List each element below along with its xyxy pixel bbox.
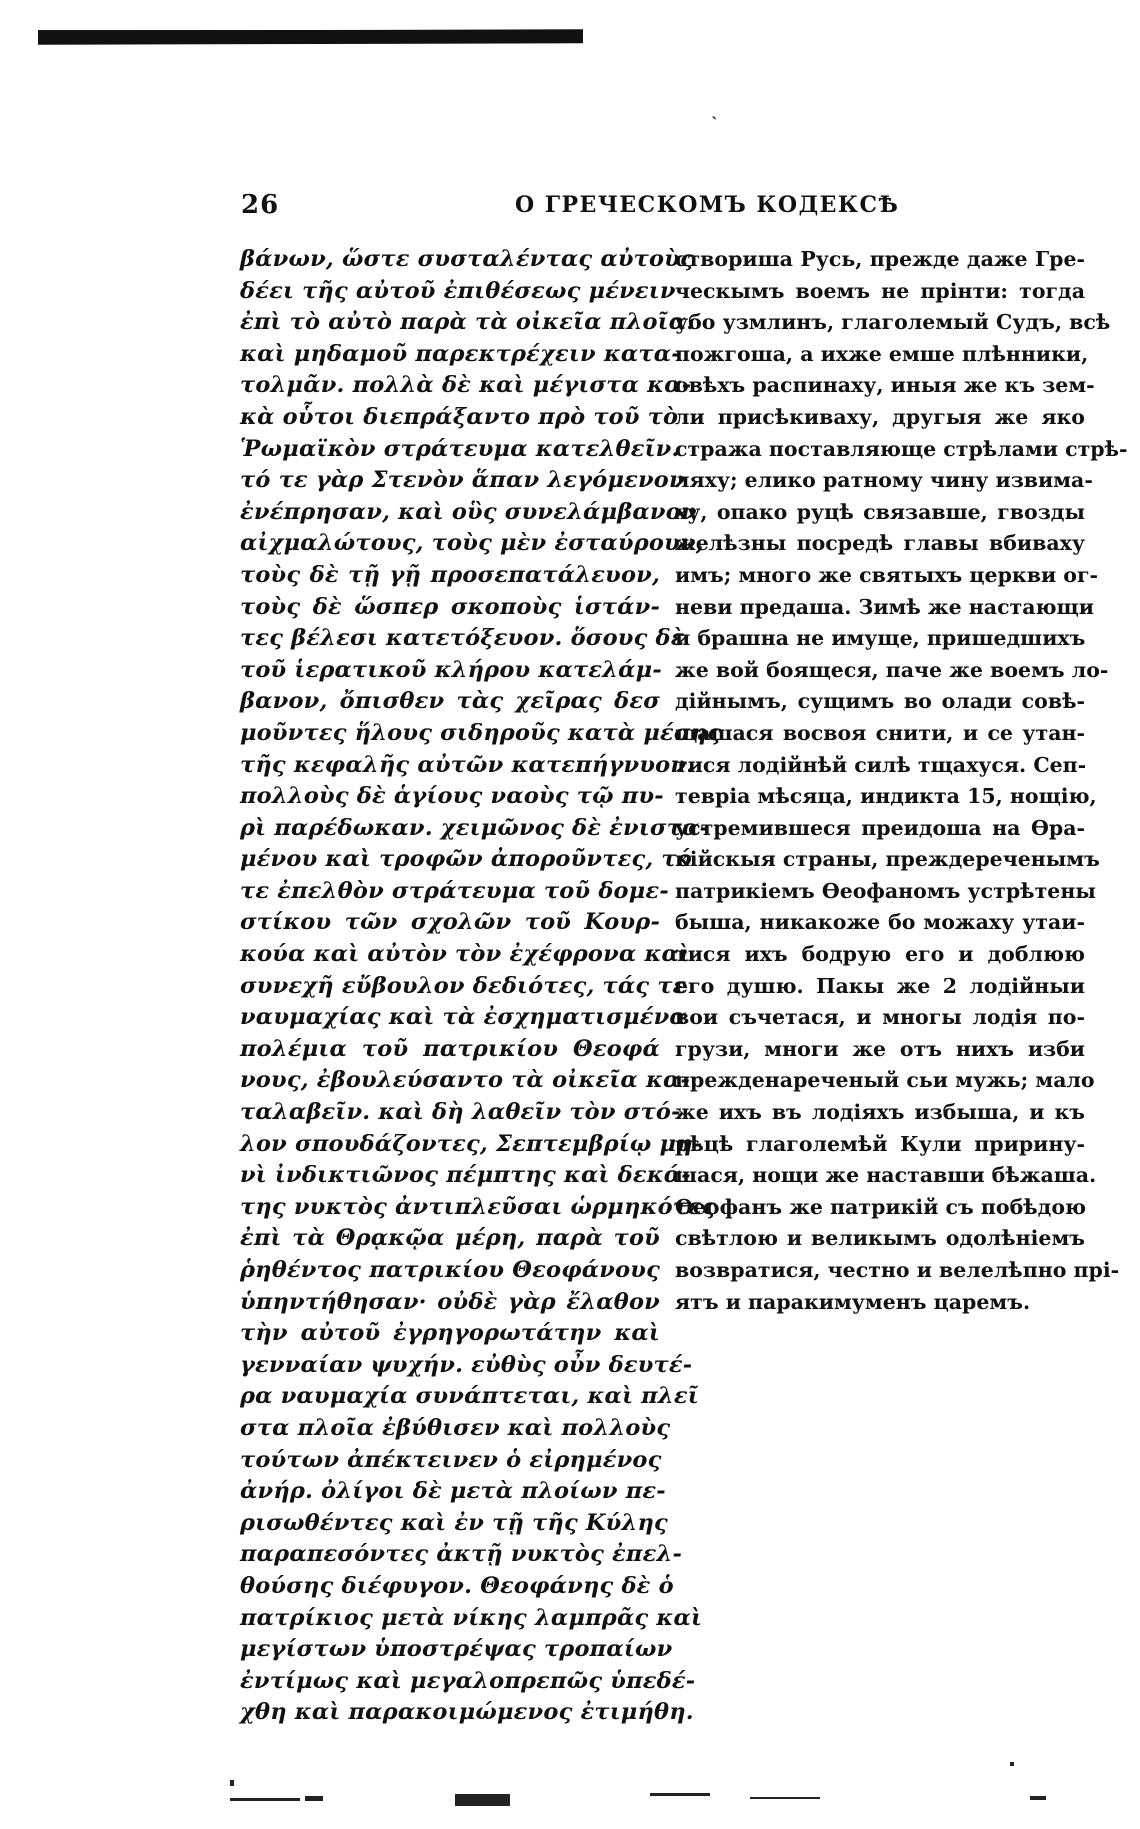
greek-text-line: δέει τῆς αὐτοῦ ἐπιθέσεως μένειν	[240, 277, 676, 304]
greek-text-line: τὴν αὐτοῦ ἐγρηγορωτάτην καὶ	[240, 1320, 660, 1347]
greek-text-line: τούτων ἀπέκτεινεν ὁ εἰρημένος	[240, 1446, 662, 1473]
greek-text-line: κὰ οὗτοι διεπράξαντο πρὸ τοῦ τὸ	[240, 403, 679, 430]
slavonic-text-line: грузи, многи же отъ нихъ изби	[675, 1036, 1085, 1061]
slavonic-text-line: имъ; много же святыхъ церкви ог-	[675, 562, 1099, 587]
corner-mark: ˎ	[711, 96, 718, 120]
greek-text-line: ἐπὶ τὰ Θρᾳκῷα μέρη, παρὰ τοῦ	[240, 1225, 660, 1252]
greek-text-line: γενναίαν ψυχήν. εὐθὺς οὖν δευτέ-	[240, 1351, 693, 1378]
slavonic-text-line: быша, никакоже бо можаху утаи-	[675, 910, 1085, 935]
greek-text-line: τε ἐπελθὸν στράτευμα τοῦ δομε-	[240, 877, 669, 904]
slavonic-text-line: устремившеся преидоша на Өра-	[675, 815, 1085, 840]
slavonic-text-line: шася, нощи же наставши бѣжаша.	[675, 1163, 1097, 1188]
slavonic-text-line: его душю. Пакы же 2 лодійныи	[675, 973, 1085, 998]
greek-text-line: τοὺς δὲ ὥσπερ σκοποὺς ἱστάν-	[240, 593, 660, 620]
slavonic-text-line: неви предаша. Зимѣ же настающи	[675, 594, 1094, 619]
greek-text-line: ρισωθέντες καὶ ἐν τῇ τῆς Κύλης	[240, 1509, 668, 1536]
greek-text-line: Ῥωμαϊκὸν στράτευμα κατελθεῖν.	[240, 435, 680, 462]
greek-text-line: της νυκτὸς ἀντιπλεῦσαι ὡρμηκότες	[240, 1193, 716, 1220]
greek-text-line: βανον, ὄπισθεν τὰς χεῖρας δεσ	[240, 688, 660, 715]
slavonic-text-line: щашася восвоя снити, и се утан-	[675, 720, 1085, 745]
slavonic-text-line: овѣхъ распинаху, иныя же къ зем-	[675, 373, 1095, 398]
slavonic-text-column	[675, 244, 1128, 1318]
slavonic-text-line: стража поставляюще стрѣлами стрѣ-	[675, 436, 1128, 461]
greek-text-line: τοῦ ἱερατικοῦ κλήρου κατελάμ-	[240, 656, 662, 683]
slavonic-text-line: ху, опако руцѣ связавше, гвозды	[675, 499, 1085, 524]
top-scan-edge	[38, 29, 583, 44]
slavonic-text-line: ляху; елико ратному чину извима-	[675, 468, 1093, 493]
slavonic-text-line: патрикіемъ Өеофаномъ устрѣтены	[675, 878, 1096, 903]
greek-text-line: πολέμια τοῦ πατρικίου Θεοφά	[240, 1035, 660, 1062]
slavonic-text-line: пожгоша, а ихже емше плѣнники,	[675, 341, 1089, 366]
greek-text-line: ἐνέπρησαν, καὶ οὓς συνελάμβανον	[240, 498, 697, 525]
slavonic-text-line: дійнымъ, сущимъ во олади совѣ-	[675, 689, 1085, 714]
scan-bottom-marks	[230, 1760, 1090, 1820]
greek-text-line: τες βέλεσι κατετόξευον. ὅσους δὲ	[240, 625, 685, 652]
slavonic-text-line: возвратися, честно и велелѣпно прі-	[675, 1258, 1120, 1282]
greek-text-line: ναυμαχίας καὶ τὰ ἐσχηματισμένα	[240, 1004, 687, 1031]
greek-text-line: μένου καὶ τροφῶν ἀποροῦντες, τό	[240, 846, 692, 873]
slavonic-text-line: ятъ и паракимуменъ царемъ.	[675, 1289, 1031, 1314]
slavonic-text-line: тевріа мѣсяца, индикта 15, нощію,	[675, 784, 1097, 809]
greek-text-line: ρὶ παρέδωκαν. χειμῶνος δὲ ἐνιστα-	[240, 814, 710, 841]
slavonic-text-line: же ихъ въ лодіяхъ избыша, и къ	[675, 1100, 1085, 1125]
greek-text-line: πατρίκιος μετὰ νίκης λαμπρᾶς καὶ	[240, 1604, 703, 1631]
greek-text-line: ταλαβεῖν. καὶ δὴ λαθεῖν τὸν στό-	[240, 1099, 681, 1126]
greek-text-line: τολμᾶν. πολλὰ δὲ καὶ μέγιστα κα-	[240, 372, 692, 399]
slavonic-text-line: свѣтлою и великымъ одолѣніемъ	[675, 1226, 1085, 1251]
slavonic-text-line: кійскыя страны, преждереченымъ	[675, 847, 1100, 872]
slavonic-text-line: желѣзны посредѣ главы вбиваху	[675, 531, 1085, 556]
greek-text-line: ὑπηντήθησαν· οὐδὲ γὰρ ἔλαθον	[240, 1288, 660, 1315]
greek-text-line: τοὺς δὲ τῇ γῇ προσεπατάλευον,	[240, 561, 660, 588]
greek-text-line: ἐντίμως καὶ μεγαλοπρεπῶς ὑπεδέ-	[240, 1667, 696, 1694]
slavonic-text-line: створиша Русь, прежде даже Гре-	[675, 247, 1085, 271]
greek-text-line: θούσης διέφυγον. Θεοφάνης δὲ ὁ	[240, 1572, 674, 1599]
page-number: 26	[241, 190, 280, 220]
greek-text-line: τῆς κεφαλῆς αὐτῶν κατεπήγνυον.	[240, 751, 695, 778]
slavonic-text-line: Өеофанъ же патрикій съ побѣдою	[675, 1194, 1087, 1219]
greek-text-line: μεγίστων ὑποστρέψας τροπαίων	[240, 1636, 673, 1663]
slavonic-text-line: ческымъ воемъ не прінти: тогда	[675, 278, 1085, 303]
slavonic-text-line: тися ихъ бодрую его и доблюю	[675, 942, 1085, 967]
greek-text-line: ῥηθέντος πατρικίου Θεοφάνους	[240, 1257, 660, 1283]
running-title: О ГРЕЧЕСКОМЪ КОДЕКСѢ	[515, 192, 900, 218]
greek-text-line: καὶ μηδαμοῦ παρεκτρέχειν κατα-	[240, 340, 681, 367]
slavonic-text-line: тися лодійнѣй силѣ тщахуся. Сеп-	[675, 752, 1087, 777]
greek-text-column	[240, 244, 722, 1729]
greek-text-line: ἀνήρ. ὀλίγοι δὲ μετὰ πλοίων πε-	[240, 1478, 666, 1505]
slavonic-text-line: вои съчетася, и многы лодія по-	[675, 1005, 1085, 1030]
greek-text-line: πολλοὺς δὲ ἁγίους ναοὺς τῷ πυ-	[240, 783, 664, 810]
slavonic-text-line: же вой боящеся, паче же воемъ ло-	[675, 657, 1109, 682]
greek-text-line: στα πλοῖα ἐβύθισεν καὶ πολλοὺς	[240, 1414, 671, 1441]
greek-text-line: παραπεσόντες ἀκτῇ νυκτὸς ἐπελ-	[240, 1541, 682, 1568]
slavonic-text-line: убо узмлинъ, глаголемый Судъ, всѣ	[675, 310, 1111, 335]
greek-text-line: ἐπὶ τὸ αὐτὸ παρὰ τὰ οἰκεῖα πλοῖα.	[240, 309, 695, 336]
greek-text-line: κούα καὶ αὐτὸν τὸν ἐχέφρονα καὶ	[240, 941, 691, 968]
slavonic-text-line: рѣцѣ глаголемѣй Кули пририну-	[675, 1131, 1085, 1156]
greek-text-line: μοῦντες ἥλους σιδηροῦς κατὰ μέσης	[240, 719, 722, 746]
greek-text-line: λον σπουδάζοντες, Σεπτεμβρίῳ μη-	[240, 1130, 703, 1157]
greek-text-line: συνεχῆ εὔβουλον δεδιότες, τάς τε	[240, 972, 687, 999]
greek-text-line: στίκου τῶν σχολῶν τοῦ Κουρ-	[240, 909, 660, 936]
greek-text-line: χθη καὶ παρακοιμώμενος ἐτιμήθη.	[240, 1699, 694, 1726]
slavonic-text-line: прежденареченый сьи мужь; мало	[675, 1068, 1095, 1093]
greek-text-line: ρα ναυμαχία συνάπτεται, καὶ πλεῖ	[240, 1383, 699, 1410]
greek-text-line: νὶ ἰνδικτιῶνος πέμπτης καὶ δεκά-	[240, 1162, 691, 1189]
greek-text-line: βάνων, ὥστε συσταλέντας αὐτοὺς	[240, 246, 694, 272]
slavonic-text-line: ли присѣкиваху, другыя же яко	[675, 404, 1085, 429]
slavonic-text-line: и брашна не имуще, пришедшихъ	[675, 626, 1086, 651]
greek-text-line: αἰχμαλώτους, τοὺς μὲν ἐσταύρουν,	[240, 530, 704, 557]
greek-text-line: νους, ἐβουλεύσαντο τὰ οἰκεῖα κα-	[240, 1067, 691, 1094]
greek-text-line: τό τε γὰρ Στενὸν ἅπαν λεγόμενον	[240, 467, 685, 494]
